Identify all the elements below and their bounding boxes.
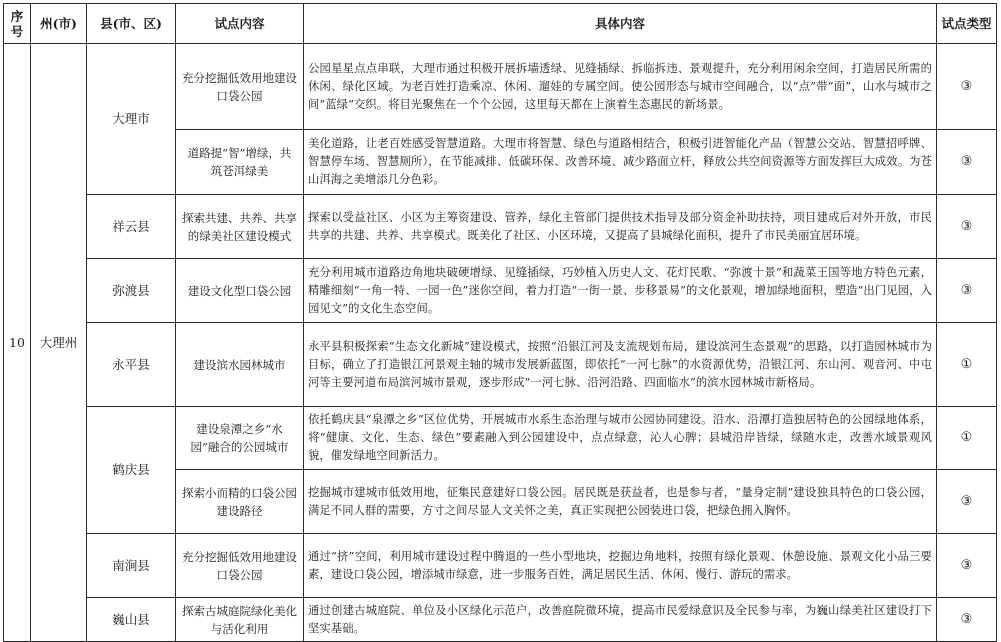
detail-cell: 通过“挤”空间，利用城市建设过程中腾退的一些小型地块，挖掘边角地料，按照有绿化景观、休憩设施、景观文化小品三要素，建设口袋公园，增添城市绿意，进一步服务百姓，满足居民生活、休闲、慢行、游玩的需求。 — [304, 534, 937, 598]
county-cell: 巍山县 — [87, 598, 176, 642]
county-cell: 弥渡县 — [87, 259, 176, 323]
header-row — [4, 4, 997, 44]
detail-cell: 依托鹤庆县“泉潭之乡”区位优势，开展城市水系生态治理与城市公园协同建设。沿水、沿潭打造独居特色的公园绿地体系，将“健康、文化、生态、绿色”要素融入到公园建设中，点点绿意，沁人心脾；县城沿岸皆绿，绿随水走，改善水域景观风貌，催发绿地空间新活力。 — [304, 407, 937, 470]
pilot-cell: 探索古城庭院绿化美化与活化利用 — [176, 598, 304, 642]
table-row — [4, 407, 997, 470]
type-cell: ③ — [937, 534, 997, 598]
header-county: 县(市、区) — [87, 4, 176, 44]
pilot-cell: 建设文化型口袋公园 — [176, 259, 304, 323]
detail-cell: 永平县积极探索“生态文化新城”建设模式，按照“沿银江河及支流规划布局，建设滨河生态景观”的思路，以打造园林城市为目标，确立了打造银江河景观主轴的城市发展新蓝图，即依托“一河七脉”的水资源优势，沿银江河、东山河、观音河、中屯河等主要河道布局滨河城市景观，逐步形成“一河七脉、沿河沿路、四面临水”的滨水园林城市新格局。 — [304, 323, 937, 407]
pilot-cell: 充分挖掘低效用地建设口袋公园 — [176, 534, 304, 598]
type-cell: ③ — [937, 598, 997, 642]
type-cell: ① — [937, 407, 997, 470]
detail-cell: 充分利用城市道路边角地块破硬增绿、见缝插绿，巧妙植入历史人文、花灯民歌、“弥渡十景”和蔬菜王国等地方特色元素，精雕细刻“一角一特、一园一色”迷你空间，着力打造“一街一景、步移景易”的文化景观，增加绿地面积，塑造“出门见园，入园见文”的文化生态空间。 — [304, 259, 937, 323]
header-type: 试点类型 — [937, 4, 997, 44]
county-cell: 永平县 — [87, 323, 176, 407]
pilot-cell: 道路提“智”增绿，共筑苍洱绿美 — [176, 130, 304, 195]
county-cell: 鹤庆县 — [87, 407, 176, 534]
type-cell: ③ — [937, 44, 997, 130]
header-detail: 具体内容 — [304, 4, 937, 44]
type-cell: ③ — [937, 130, 997, 195]
pilot-table — [3, 3, 997, 642]
county-cell: 祥云县 — [87, 195, 176, 259]
header-pilot: 试点内容 — [176, 4, 304, 44]
table-row — [4, 534, 997, 598]
table-row — [4, 323, 997, 407]
detail-cell: 美化道路，让老百姓感受智慧道路。大理市将智慧、绿色与道路相结合，积极引进智能化产品（智慧公交站、智慧招呼牌、智慧停车场、智慧厕所），在节能减排、低碳环保、改善环境、减少路面立杆，释放公共空间资源等方面发挥巨大成效。为苍山洱海之美增添几分色彩。 — [304, 130, 937, 195]
table-row — [4, 598, 997, 642]
county-cell: 大理市 — [87, 44, 176, 195]
pilot-cell: 探索共建、共养、共享的绿美社区建设模式 — [176, 195, 304, 259]
pilot-cell: 充分挖掘低效用地建设口袋公园 — [176, 44, 304, 130]
detail-cell: 公园星星点点串联，大理市通过积极开展拆墙透绿、见缝插绿、拆临拆违、景观提升，充分利用闲余空间，打造居民所需的休闲、绿化区域。为老百姓打造乘凉、休闲、遛娃的专属空间。使公园形态与城市空间融合，以“点”带“面”，山水与城市之间“蓝绿”交织。将目光聚焦在一个个公园，这里每天都在上演着生态惠民的新场景。 — [304, 44, 937, 130]
header-city: 州(市) — [31, 4, 87, 44]
detail-cell: 通过创建古城庭院、单位及小区绿化示范户，改善庭院微环境，提高市民爱绿意识及全民参与率，为巍山绿美社区建设打下坚实基础。 — [304, 598, 937, 642]
header-seq: 序号 — [4, 4, 31, 44]
type-cell: ① — [937, 323, 997, 407]
table-row — [4, 44, 997, 130]
pilot-cell: 建设滨水园林城市 — [176, 323, 304, 407]
detail-cell: 挖掘城市建城市低效用地，征集民意建好口袋公园。居民既是获益者，也是参与者，“量身定制”建设独具特色的口袋公园，满足不同人群的需要，方寸之间尽显人文关怀之美，真正实现把公园装进口袋，把绿色拥入胸怀。 — [304, 470, 937, 534]
county-cell: 南涧县 — [87, 534, 176, 598]
pilot-cell: 建设泉潭之乡“水园”融合的公园城市 — [176, 407, 304, 470]
table-row — [4, 259, 997, 323]
type-cell: ③ — [937, 470, 997, 534]
type-cell: ③ — [937, 259, 997, 323]
type-cell: ③ — [937, 195, 997, 259]
pilot-cell: 探索小而精的口袋公园建设路径 — [176, 470, 304, 534]
table-row — [4, 195, 997, 259]
detail-cell: 探索以受益社区、小区为主筹资建设、管养，绿化主管部门提供技术指导及部分资金补助扶持，项目建成后对外开放，市民共享的共建、共养、共享模式。既美化了社区、小区环境，又提高了县城绿化面积，提升了市民美丽宜居环境。 — [304, 195, 937, 259]
seq-cell: 10 — [4, 44, 31, 642]
city-cell: 大理州 — [31, 44, 87, 642]
